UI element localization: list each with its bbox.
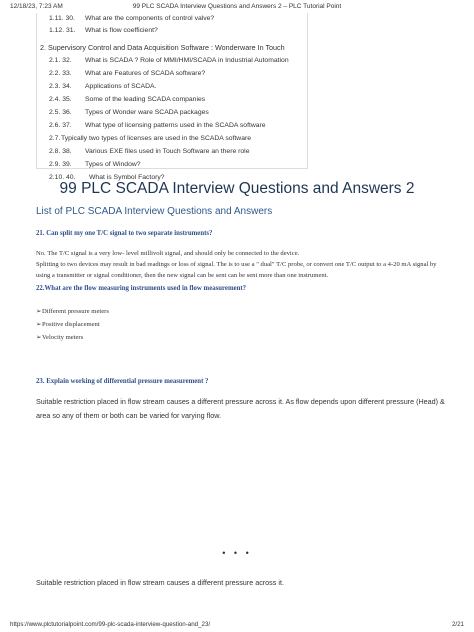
print-page-title: 99 PLC SCADA Interview Questions and Answers 2 – PLC Tutorial Point xyxy=(132,3,342,10)
list-item: ➢Positive displacement xyxy=(36,321,100,328)
toc-item[interactable]: 1.12. 31. What is flow coefficient? xyxy=(49,27,158,34)
list-item: ➢Different pressure meters xyxy=(36,308,109,315)
list-item: ➢Velocity meters xyxy=(36,334,84,341)
toc-item[interactable]: 2.3. 34. Applications of SCADA. xyxy=(49,83,157,90)
print-datetime: 12/18/23, 7:23 AM xyxy=(10,3,63,10)
toc-item[interactable]: 2.8. 38. Various EXE files used in Touch Software an there role xyxy=(49,148,250,155)
bullet-arrow-icon: ➢ xyxy=(36,334,42,341)
page-separator: • • • xyxy=(222,548,252,558)
bullet-arrow-icon: ➢ xyxy=(36,308,42,315)
toc-item[interactable]: 2.6. 37. What type of licensing patterns used in the SCADA software xyxy=(49,122,266,129)
article-title: 99 PLC SCADA Interview Questions and Answers 2 xyxy=(59,180,415,197)
question-22: 22.What are the flow measuring instruments used in flow measurement? xyxy=(36,285,247,292)
toc-section[interactable]: 2. Supervisory Control and Data Acquisition Software : Wonderware In Touch xyxy=(40,43,285,52)
toc-item[interactable]: 2.5. 36. Types of Wonder ware SCADA packages xyxy=(49,109,209,116)
toc-item[interactable]: 2.4. 35. Some of the leading SCADA companies xyxy=(49,96,206,103)
toc-item[interactable]: 2.2. 33. What are Features of SCADA software? xyxy=(49,70,206,77)
toc-item[interactable]: 2.7.Typically two types of licenses are used in the SCADA software xyxy=(49,135,252,142)
answer-21-line1: No. The T/C signal is a very low- level millivolt signal, and should only be connected to the device. xyxy=(36,250,300,257)
answer-21-line2: Splitting to two devices may result in bad readings or loss of signal. The is to use a " dual" T/C probe, or convert one T/C output to a 4-20 mA signal by using a transmitter or signal conditioner, then the new signal can be sent can be sent more than one instrument. xyxy=(36,261,437,279)
article-subtitle: List of PLC SCADA Interview Questions and Answers xyxy=(36,206,273,217)
table-of-contents xyxy=(36,13,308,181)
toc-item[interactable]: 2.10. 40. What is Symbol Factory? xyxy=(49,174,165,181)
toc-item[interactable]: 2.9. 39. Types of Window? xyxy=(49,161,141,168)
answer-23: Suitable restriction placed in flow stream causes a different pressure across it. As flow depends upon different pressure (Head) & area so any of them or both can be varied for varying flow. xyxy=(36,397,445,420)
footer-url[interactable]: https://www.plctutorialpoint.com/99-plc-scada-interview-question-and_23/ xyxy=(10,621,211,628)
toc-item[interactable]: 1.11. 30. What are the components of control valve? xyxy=(49,15,215,22)
question-23: 23. Explain working of differential pressure measurement ? xyxy=(36,378,209,385)
answer-23-continued: Suitable restriction placed in flow stream causes a different pressure across it. xyxy=(36,578,284,587)
toc-item[interactable]: 2.1. 32. What is SCADA ? Role of MMI/HMI/SCADA in Industrial Automation xyxy=(49,57,289,64)
question-21: 21. Can split my one T/C signal to two separate instruments? xyxy=(36,230,213,237)
bullet-arrow-icon: ➢ xyxy=(36,321,42,328)
footer-page-number: 2/21 xyxy=(451,621,464,628)
